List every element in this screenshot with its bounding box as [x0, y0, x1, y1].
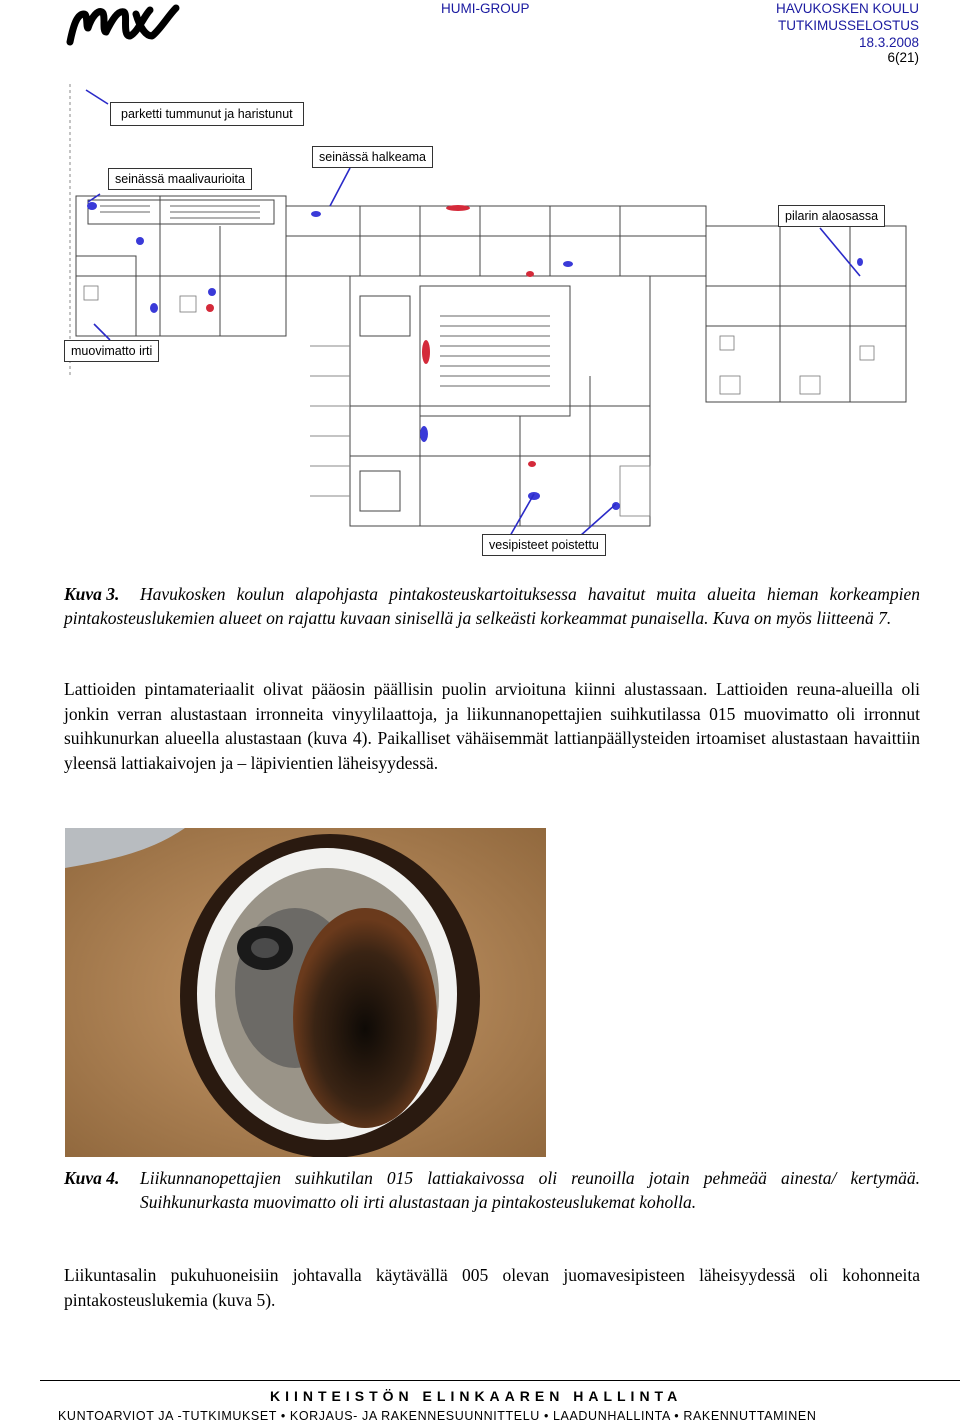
header-titles: [776, 0, 919, 51]
logo-icon: [64, 2, 182, 50]
figure3-caption-label: Kuva 3.: [64, 584, 120, 604]
floor-plan-figure: [60, 76, 920, 558]
body-paragraph-2: Liikuntasalin pukuhuoneisiin johtavalla käytävällä 005 olevan juomavesipisteen läheisyydessä oli kohonneita pintakosteuslukemia (kuva 5).: [64, 1265, 920, 1310]
figure3-caption: [64, 582, 920, 630]
callout-pillar: pilarin alaosassa: [778, 205, 885, 227]
header-date: 18.3.2008: [858, 35, 919, 50]
company-logo: [64, 2, 182, 50]
figure3-caption-text: Havukosken koulun alapohjasta pintakosteuskartoituksessa havaitut muita alueita hieman korkeampien pintakosteuslukemien alueet on rajattu kuvaan sinisellä ja selkeästi korkeammat punaisella. Kuva on myös liitteenä 7.: [64, 584, 920, 628]
callout-wall-crack: seinässä halkeama: [312, 146, 433, 168]
callout-wall-paint: seinässä maalivaurioita: [108, 168, 252, 190]
header-company: HUMI-GROUP: [441, 1, 530, 16]
figure4-caption-label: Kuva 4.: [64, 1168, 120, 1188]
page-number: 6(21): [887, 50, 919, 65]
figure4-caption-text: Liikunnanopettajien suihkutilan 015 lattiakaivossa oli reunoilla jotain pehmeää ainesta/ kertymää. Suihkunurkasta muovimatto oli irti alustastaan ja pintakosteuslukemat koholla.: [140, 1168, 920, 1212]
header-title-2: TUTKIMUSSELOSTUS: [777, 18, 919, 33]
footer-title: KIINTEISTÖN ELINKAAREN HALLINTA: [270, 1388, 683, 1404]
footer-divider: [40, 1380, 960, 1381]
figure4-caption: [64, 1166, 920, 1214]
callout-arrows: [86, 90, 860, 536]
floor-drain-photo: [65, 828, 546, 1157]
callout-mat-loose: muovimatto irti: [64, 340, 159, 362]
floor-plan-drawing: [60, 76, 920, 558]
body-paragraph-1: Lattioiden pintamateriaalit olivat pääosin päällisin puolin arvioituna kiinni alustassaan. Lattioiden reuna-alueilla oli jonkin verran alustastaan irronneita vinyylilaattoja, ja liikunnanopettajien suihkutilassa 015 muovimatto oli irronnut suihkunurkan alueella alustastaan (kuva 4). Paikalliset vähäisemmät lattianpäällysteiden irtoamiset alustastaan havaittiin yleensä lattiakaivojen ja – läpivientien läheisyydessä.: [64, 679, 920, 773]
callout-water-points: vesipisteet poistettu: [482, 534, 606, 556]
callout-parquet: parketti tummunut ja haristunut: [110, 102, 304, 126]
header-title-1: HAVUKOSKEN KOULU: [775, 1, 919, 16]
footer-services: KUNTOARVIOT JA -TUTKIMUKSET • KORJAUS- JA RAKENNESUUNNITTELU • LAADUNHALLINTA • RAKENNUTTAMINEN: [58, 1409, 817, 1423]
floor-drain-image: [65, 828, 546, 1157]
